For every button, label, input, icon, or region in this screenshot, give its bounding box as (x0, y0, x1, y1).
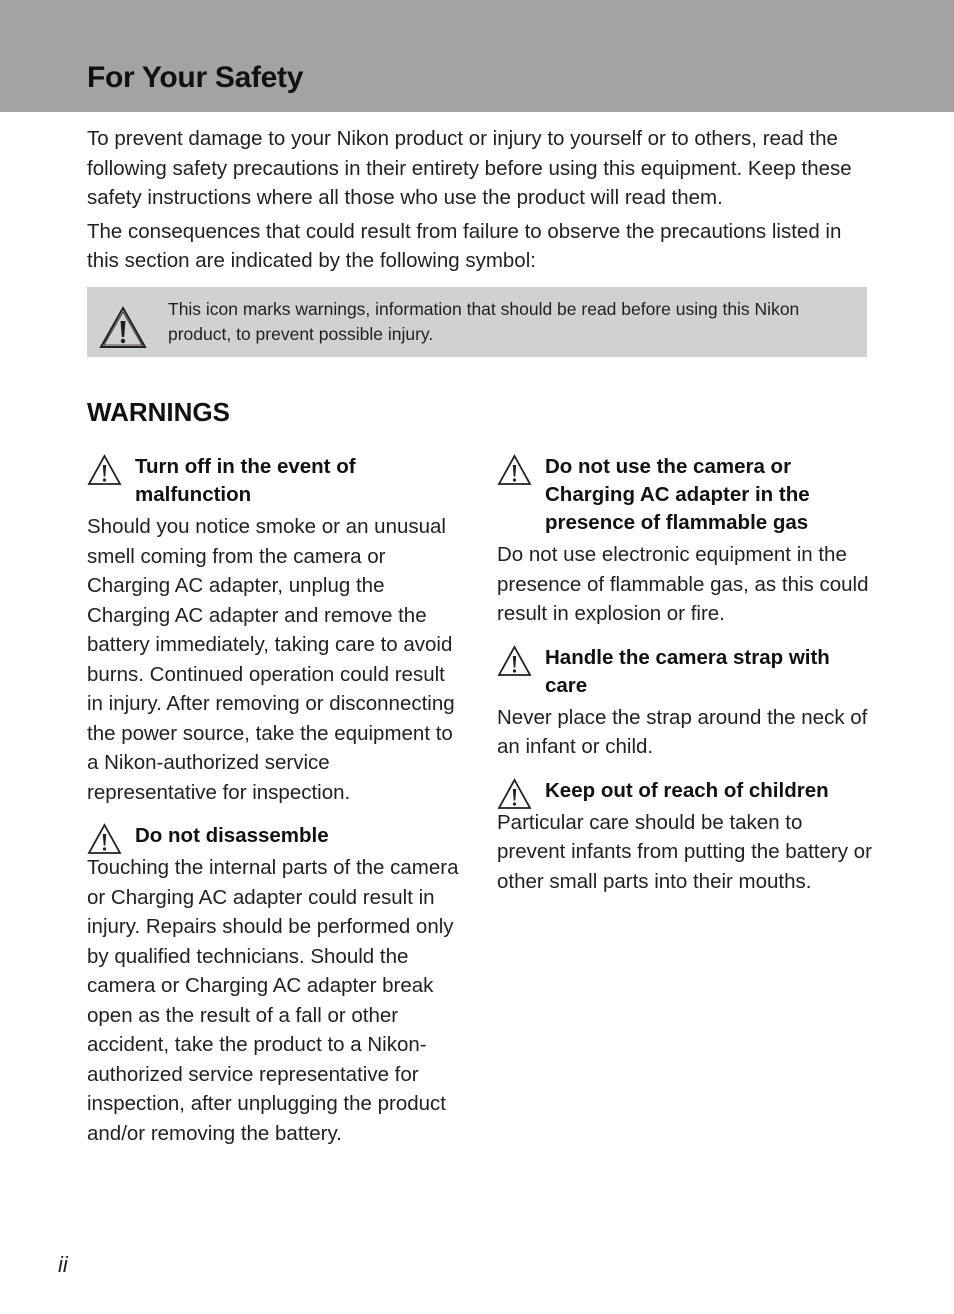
warning-body: Never place the strap around the neck of an infant or child. (497, 705, 868, 758)
intro-section (87, 124, 877, 276)
intro-paragraph: To prevent damage to your Nikon product or injury to yourself or to others, read the following safety precautions in their entirety before using this equipment. Keep these safety instructions where all those who use the product will read them. (87, 127, 852, 209)
warning-item (497, 453, 872, 629)
warning-item (497, 644, 872, 762)
warning-triangle-icon (497, 645, 532, 677)
warning-title: Turn off in the event of malfunction (135, 455, 356, 506)
warning-body: Particular care should be taken to prevent infants from putting the battery or other small parts into their mouths. (497, 810, 872, 893)
warning-title: Do not use the camera or Charging AC adapter in the presence of flammable gas (545, 455, 810, 534)
intro-paragraph: The consequences that could result from failure to observe the precautions listed in this section are indicated by the following symbol: (87, 219, 842, 272)
warning-title: Do not disassemble (135, 824, 329, 847)
warnings-heading: WARNINGS (87, 397, 230, 427)
warning-triangle-icon (497, 454, 532, 486)
warning-symbol-notice (87, 287, 867, 357)
warning-triangle-icon (497, 778, 532, 810)
warning-body: Do not use electronic equipment in the presence of flammable gas, as this could result in explosion or fire. (497, 543, 869, 625)
warnings-column-right (497, 453, 872, 911)
warning-body: Touching the internal parts of the camera or Charging AC adapter could result in injury. Repairs should be performed only by qualified technicians. Should the camera or Charging AC adapter break open as the result of a fall or other accident, take the product to a Nikon-authorized service representative for inspection, after unplugging the product and/or removing the battery. (87, 856, 459, 1145)
warning-item (87, 822, 462, 1148)
warning-item (497, 777, 872, 897)
warning-triangle-icon (98, 305, 148, 350)
warning-item (87, 453, 462, 807)
notice-text: This icon marks warnings, information that should be read before using this Nikon product, to prevent possible injury. (168, 299, 800, 344)
warning-triangle-icon (87, 823, 122, 855)
page-number: ii (58, 1252, 68, 1277)
page-title: For Your Safety (87, 61, 304, 94)
warning-title: Handle the camera strap with care (545, 645, 830, 697)
warning-title: Keep out of reach of children (545, 778, 829, 802)
warning-triangle-icon (87, 454, 122, 486)
warnings-column-left (87, 453, 462, 1163)
warning-body: Should you notice smoke or an unusual smell coming from the camera or Charging AC adapter, unplug the Charging AC adapter and remove the battery immediately, taking care to avoid burns. Continued operation could result in injury. After removing or disconnecting the power source, take the equipment to a Nikon-authorized service representative for inspection. (87, 515, 455, 804)
